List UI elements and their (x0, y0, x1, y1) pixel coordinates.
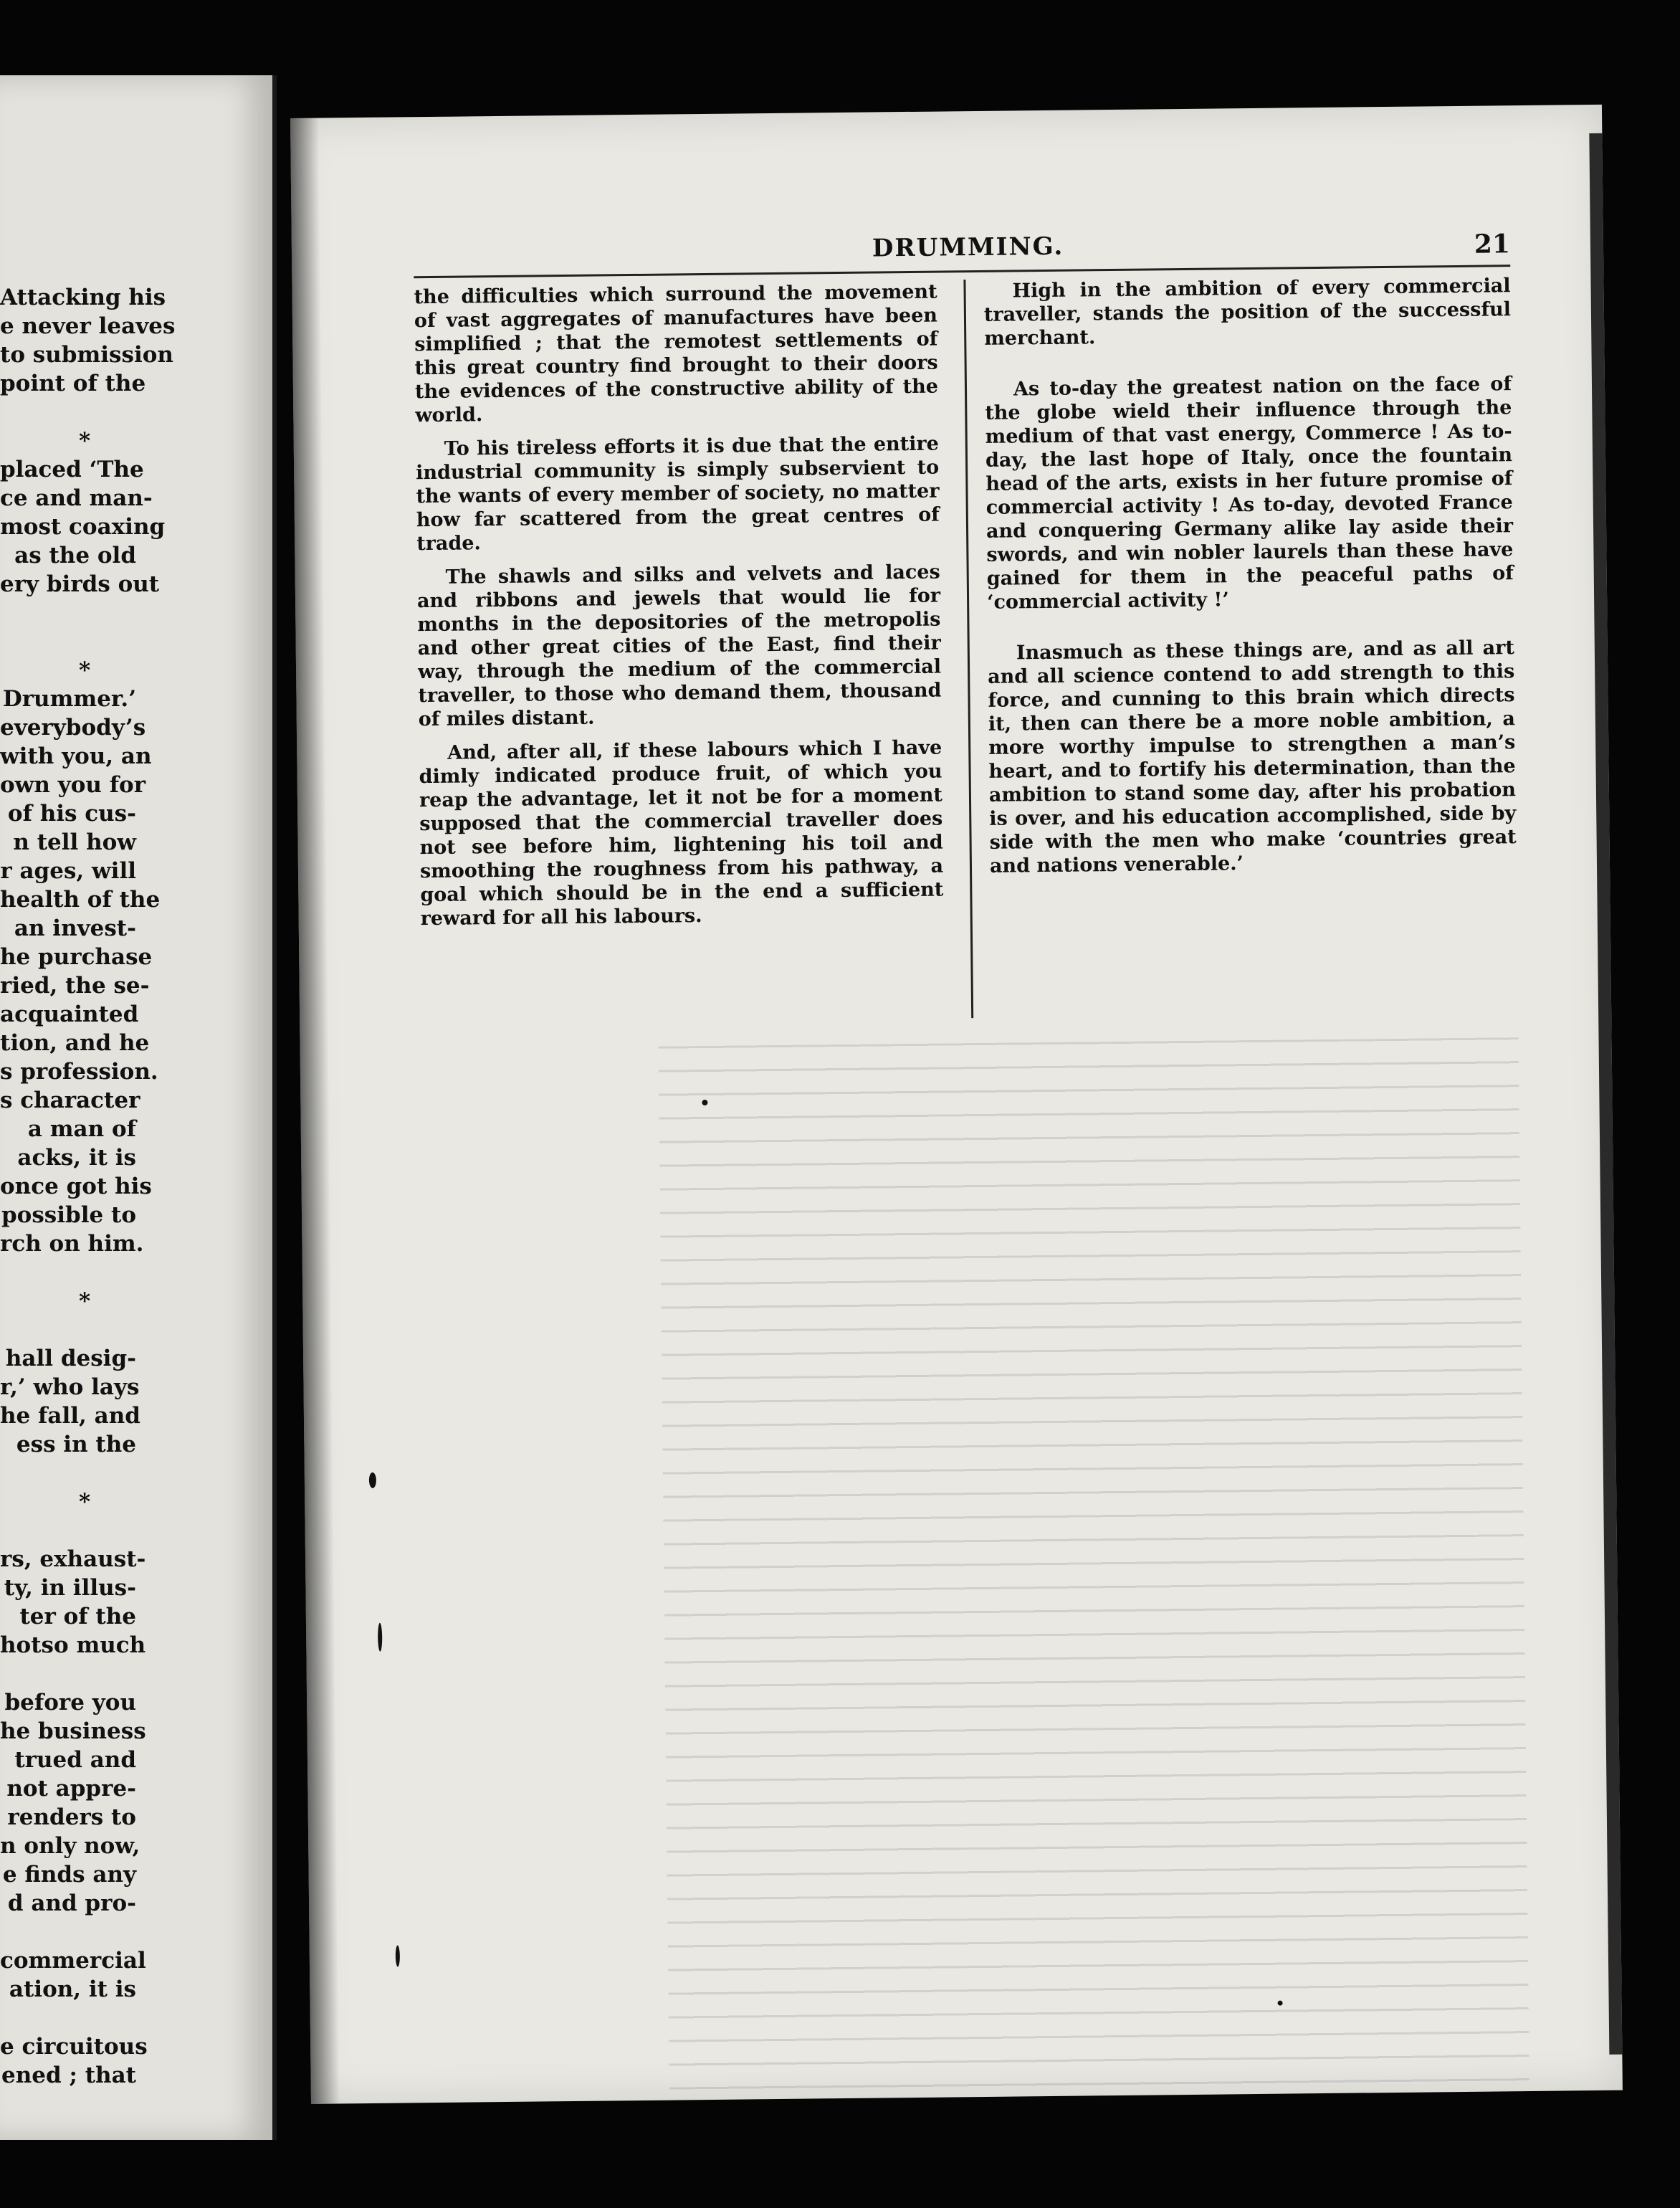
previous-page-line: ess in the (16, 1432, 136, 1457)
previous-page-line: e circuitous (0, 2034, 148, 2060)
previous-page-line: trued and (14, 1747, 136, 1773)
previous-page-line: s character (0, 1088, 140, 1113)
previous-page-line: he business (0, 1718, 146, 1744)
page-number: 21 (1474, 229, 1511, 260)
previous-page-line: r,’ who lays (0, 1374, 140, 1400)
previous-page-line: * (79, 1288, 91, 1314)
previous-page-line: health of the (0, 887, 161, 913)
previous-page-line: he fall, and (0, 1403, 140, 1429)
previous-page-text (0, 283, 176, 2090)
previous-page-line: tion, and he (0, 1030, 150, 1056)
previous-page-line: of his cus- (7, 801, 136, 827)
previous-page-line: ter of the (19, 1604, 136, 1629)
previous-page-line: with you, an (0, 743, 152, 769)
previous-page-line: own you for (0, 772, 146, 798)
previous-page-line: * (79, 1489, 91, 1515)
right-column (983, 274, 1517, 905)
previous-page-line: s profession. (0, 1059, 158, 1085)
previous-page-line (0, 599, 136, 627)
previous-page-line (0, 627, 136, 656)
previous-page-line: he purchase (0, 944, 153, 970)
previous-page-line: ried, the se- (0, 973, 150, 999)
bleed-through-text (659, 1037, 1529, 2107)
previous-page-line (0, 1258, 136, 1287)
previous-page-line: most coaxing (0, 514, 166, 540)
previous-page-line: n only now, (0, 1833, 140, 1859)
page-edge (1589, 133, 1622, 2055)
previous-page-line: ened ; that (1, 2062, 136, 2088)
paragraph: And, after all, if these labours which I have dimly indicated produce fruit, of which you reap the advantage, let it not be for a moment supposed that the commercial traveller does not see before him, lightening his toil and smoothing the roughness from his pathway, a goal which should be in the end a sufficient reward for all his labours. (419, 736, 944, 931)
previous-page-line: a man of (27, 1116, 136, 1142)
paragraph: As to-day the greatest nation on the face of the globe wield their influence through the medium of that vast energy, Commerce ! As to-day, the last hope of Italy, once the fountain head of the arts, exists in her future promise of commercial activity ! As to-day, devoted France and conquering Germany alike lay aside their swords, and win nobler laurels than these have gained for them in the peaceful paths of ‘commercial activity !’ (985, 373, 1514, 614)
paragraph: The shawls and silks and velvets and laces and ribbons and jewels that would lie for months in the depositories of the metropolis and other great cities of the East, find their way, through the medium of the commercial traveller, to those who demand them, thousand of miles distant. (416, 561, 942, 731)
previous-page-line: ation, it is (9, 1976, 136, 2002)
previous-page-line: acks, it is (17, 1145, 136, 1171)
page-header (414, 227, 1511, 282)
paragraph: High in the ambition of every commercial traveller, stands the position of the successful merchant. (983, 275, 1512, 350)
previous-page-line (0, 2004, 136, 2032)
previous-page-line (0, 1315, 136, 1344)
paragraph: To his tireless efforts it is due that the entire industrial community is simply subservient to the wants of every member of society, no matter how far scattered from the great centres of trade. (416, 432, 940, 556)
previous-page-line: renders to (7, 1804, 136, 1830)
previous-page-line: placed ‘The (0, 457, 144, 482)
previous-page-line: e never leaves (0, 313, 176, 339)
previous-page-line: not appre- (6, 1776, 136, 1802)
previous-page-line: hotso much (0, 1632, 146, 1658)
previous-page-line: point of the (0, 371, 146, 396)
previous-page-line: possible to (1, 1202, 136, 1228)
running-head: DRUMMING. (872, 232, 1064, 263)
previous-page-line (0, 1918, 136, 1946)
previous-page-line: e finds any (2, 1862, 136, 1888)
previous-page-line: acquainted (0, 1001, 139, 1027)
previous-page-line: as the old (14, 543, 136, 568)
ink-speck (369, 1472, 376, 1488)
previous-page-line: ery birds out (0, 571, 160, 597)
previous-page-line (0, 1516, 136, 1545)
left-column (414, 280, 944, 941)
previous-page-line: ce and man- (0, 485, 153, 511)
previous-page-line: hall desig- (5, 1346, 136, 1371)
previous-page-line: ty, in illus- (4, 1575, 136, 1601)
previous-page-line: rs, exhaust- (0, 1546, 146, 1572)
previous-page-line: Drummer.’ (2, 686, 136, 712)
gutter-shadow (290, 118, 340, 2104)
previous-page-line (0, 398, 136, 427)
ink-speck (396, 1946, 400, 1967)
column-divider (963, 280, 973, 1018)
previous-page-line: Attacking his (0, 285, 166, 310)
previous-page-line: r ages, will (0, 858, 136, 884)
book-page (290, 105, 1623, 2104)
previous-page-line: * (79, 657, 91, 683)
ink-speck (702, 1100, 707, 1105)
paragraph: Inasmuch as these things are, and as all art and all science contend to add strength to this force, and cunning to this brain which directs it, then can there be a more noble ambition, a more worthy impulse to strengthen a man’s heart, and to fortify his determination, than the ambition to stand some day, after his probation is over, and his education accomplished, side by side with the men who make ‘countries great and nations venerable.’ (988, 637, 1517, 877)
previous-page-line: * (79, 428, 91, 454)
previous-page-line: everybody’s (0, 715, 146, 741)
previous-page-line: once got his (0, 1174, 152, 1199)
previous-page-line: rch on him. (0, 1231, 144, 1257)
previous-page-line (0, 1459, 136, 1488)
previous-page-line: before you (4, 1690, 136, 1716)
paragraph: the difficulties which surround the movement of vast aggregates of manufactures have been simplified ; that the remotest settlements of this great country find brought to their doors the evidences of the constructive ability of the world. (414, 280, 939, 427)
previous-page-line: an invest- (14, 915, 136, 941)
previous-page-line: d and pro- (7, 1890, 136, 1916)
ink-speck (1278, 2001, 1283, 2006)
previous-page-line: commercial (0, 1948, 146, 1974)
previous-page-line: to submission (0, 342, 173, 368)
ink-speck (378, 1623, 382, 1652)
previous-page-line: n tell how (13, 829, 136, 855)
previous-page-line (0, 1660, 136, 1688)
previous-page-fragment (0, 75, 277, 2140)
